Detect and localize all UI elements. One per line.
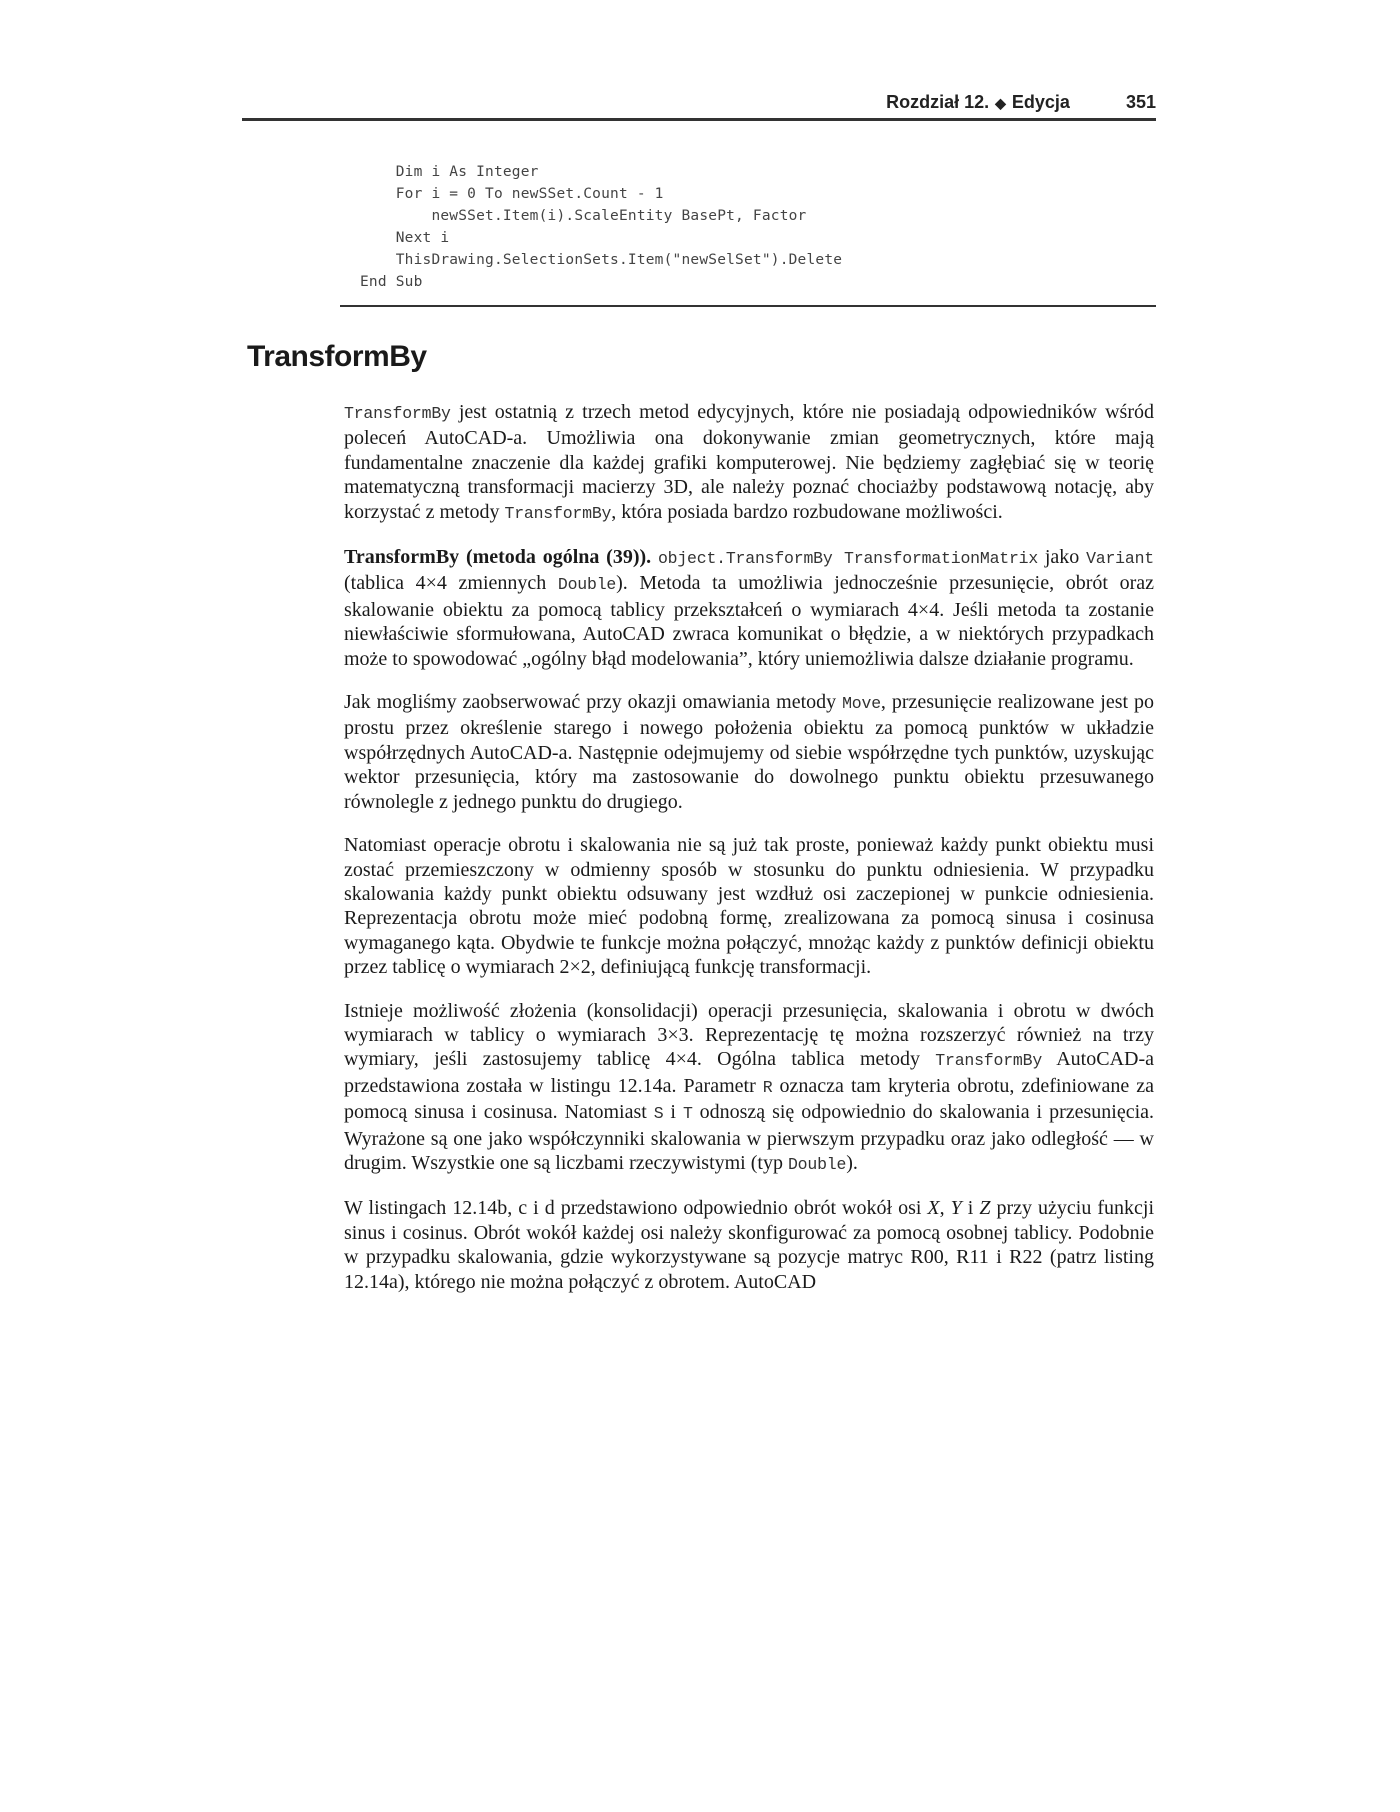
text-run: i	[663, 1101, 683, 1124]
code-line: Next i	[360, 230, 450, 246]
header-text	[886, 92, 1156, 113]
paragraph-1	[344, 400, 1154, 526]
page-number: 351	[1125, 92, 1156, 112]
method-signature-title: TransformBy (metoda ogólna (39)).	[344, 546, 652, 569]
running-header	[242, 90, 1156, 118]
text-run: jako	[1038, 546, 1087, 569]
code-listing	[360, 161, 842, 293]
text-run: ,	[939, 1197, 951, 1220]
text-run: Istnieje możliwość złożenia (konsolidacji) operacji przesunięcia, skalowania i obrotu w dwóch wymiarach w tablicy o wymiarach 3×3. Reprezentację tę można rozszerzyć również na trzy wymiary, jeśli zastosujemy tablicę 4×4. Ogólna tablica metody	[344, 999, 1154, 1071]
paragraph-5	[344, 999, 1154, 1178]
text-run: AutoCAD-a przedstawiona została w listingu 12.14a. Parametr	[344, 1048, 1154, 1097]
inline-code: TransformBy	[504, 503, 612, 523]
inline-code: TransformBy	[344, 404, 451, 423]
paragraph-4: Natomiast operacje obrotu i skalowania nie są już tak proste, ponieważ każdy punkt obiektu musi zostać przemieszczony w odmienny sposób w stosunku do punktu odniesienia. W przypadku skalowania każdy punkt obiektu odsuwany jest wzdłuż osi zaczepionej w punkcie odniesienia. Reprezentacja obrotu może mieć podobną formę, zrealizowana za pomocą sinusa i cosinusa wymaganego kąta. Obydwie te funkcje można połączyć, mnożąc każdy z punktów definicji obiektu przez tablicę o wymiarach 2×2, definiującą funkcję transformacji.	[344, 834, 1154, 979]
inline-code: T	[682, 1104, 693, 1124]
axis-y: Y	[950, 1197, 962, 1220]
text-run: odnoszą się odpowiednio do skalowania i przesunięcia. Wyrażone są one jako współczynniki skalowania w pierwszym przypadku oraz jako odległość — w drugim. Wszystkie one są liczbami rzeczywistymi (typ	[344, 1101, 1155, 1174]
code-rule	[340, 305, 1156, 307]
body-text	[344, 400, 1154, 1313]
inline-code: object.TransformBy TransformationMatrix	[657, 549, 1039, 569]
inline-code: Move	[842, 694, 881, 714]
text-run: , która posiada bardzo rozbudowane możliwości.	[611, 500, 1003, 523]
paragraph-2	[344, 545, 1154, 671]
inline-code: Variant	[1086, 549, 1154, 569]
axis-x: X	[927, 1197, 940, 1220]
code-line: newSSet.Item(i).ScaleEntity BasePt, Factor	[360, 208, 807, 224]
chapter-title: Edycja	[1011, 92, 1070, 112]
text-run: przy użyciu funkcji sinus i cosinus. Obrót wokół każdej osi należy skonfigurować za pomocą osobnej tablicy. Podobnie w przypadku skalowania, gdzie wykorzystywane są pozycje matryc R00, R11 i R22 (patrz listing 12.14a), którego nie można połączyć z obrotem. AutoCAD	[344, 1197, 1155, 1293]
inline-code: Double	[787, 1154, 847, 1174]
text-run: , przesunięcie realizowane jest po prostu przez określenie starego i nowego położenia obiektu za pomocą punktów w układzie współrzędnych AutoCAD-a. Następnie odejmujemy od siebie współrzędne tych punktów, uzyskując wektor przesunięcia, który ma zastosowanie do dowolnego punktu obiektu przesuwanego równolegle z jednego punktu do drugiego.	[344, 691, 1154, 813]
text-run: W listingach 12.14b, c i d przedstawiono odpowiednio obrót wokół osi	[344, 1197, 928, 1220]
code-line: ThisDrawing.SelectionSets.Item("newSelSet").Delete	[360, 252, 843, 268]
paragraph-3	[344, 690, 1154, 814]
inline-code: Double	[557, 575, 617, 595]
inline-code: R	[762, 1077, 773, 1097]
text-run: oznacza tam kryteria obrotu, zdefiniowane za pomocą sinusa i cosinusa. Natomiast	[344, 1074, 1154, 1124]
header-rule	[242, 118, 1156, 121]
text-run: jest ostatnią z trzech metod edycyjnych, które nie posiadają odpowiedników wśród poleceń AutoCAD-a. Umożliwia ona dokonywanie zmian geometrycznych, które mają fundamentalne znaczenie dla każdej grafiki komputerowej. Nie będziemy zagłębiać się w teorię matematyczną transformacji macierzy 3D, ale należy poznać chociażby podstawową notację, aby korzystać z metody	[344, 401, 1154, 523]
text-run: ). Metoda ta umożliwia jednocześnie przesunięcie, obrót oraz skalowanie obiektu za pomocą tablicy przekształceń o wymiarach 4×4. Jeśli metoda ta zostanie niewłaściwie sformułowana, AutoCAD zwraca komunikat o błędzie, a w niektórych przypadkach może to spowodować „ogólny błąd modelowania”, który uniemożliwia dalsze działanie programu.	[344, 572, 1155, 670]
inline-code: TransformBy	[935, 1051, 1043, 1071]
text-run	[651, 546, 658, 568]
paragraph-6	[344, 1196, 1154, 1294]
text-run: ).	[846, 1151, 858, 1174]
code-line: End Sub	[360, 274, 423, 290]
chapter-label: Rozdział 12.	[886, 92, 990, 112]
diamond-icon: ◆	[995, 95, 1006, 111]
axis-z: Z	[979, 1197, 991, 1220]
text-run: Jak mogliśmy zaobserwować przy okazji omawiania metody	[344, 691, 843, 714]
section-title: TransformBy	[247, 340, 427, 373]
code-line: For i = 0 To newSSet.Count - 1	[360, 186, 664, 202]
inline-code: S	[653, 1104, 664, 1124]
text-run: i	[961, 1197, 980, 1220]
code-line: Dim i As Integer	[360, 164, 539, 180]
text-run: (tablica 4×4 zmiennych	[344, 572, 558, 595]
